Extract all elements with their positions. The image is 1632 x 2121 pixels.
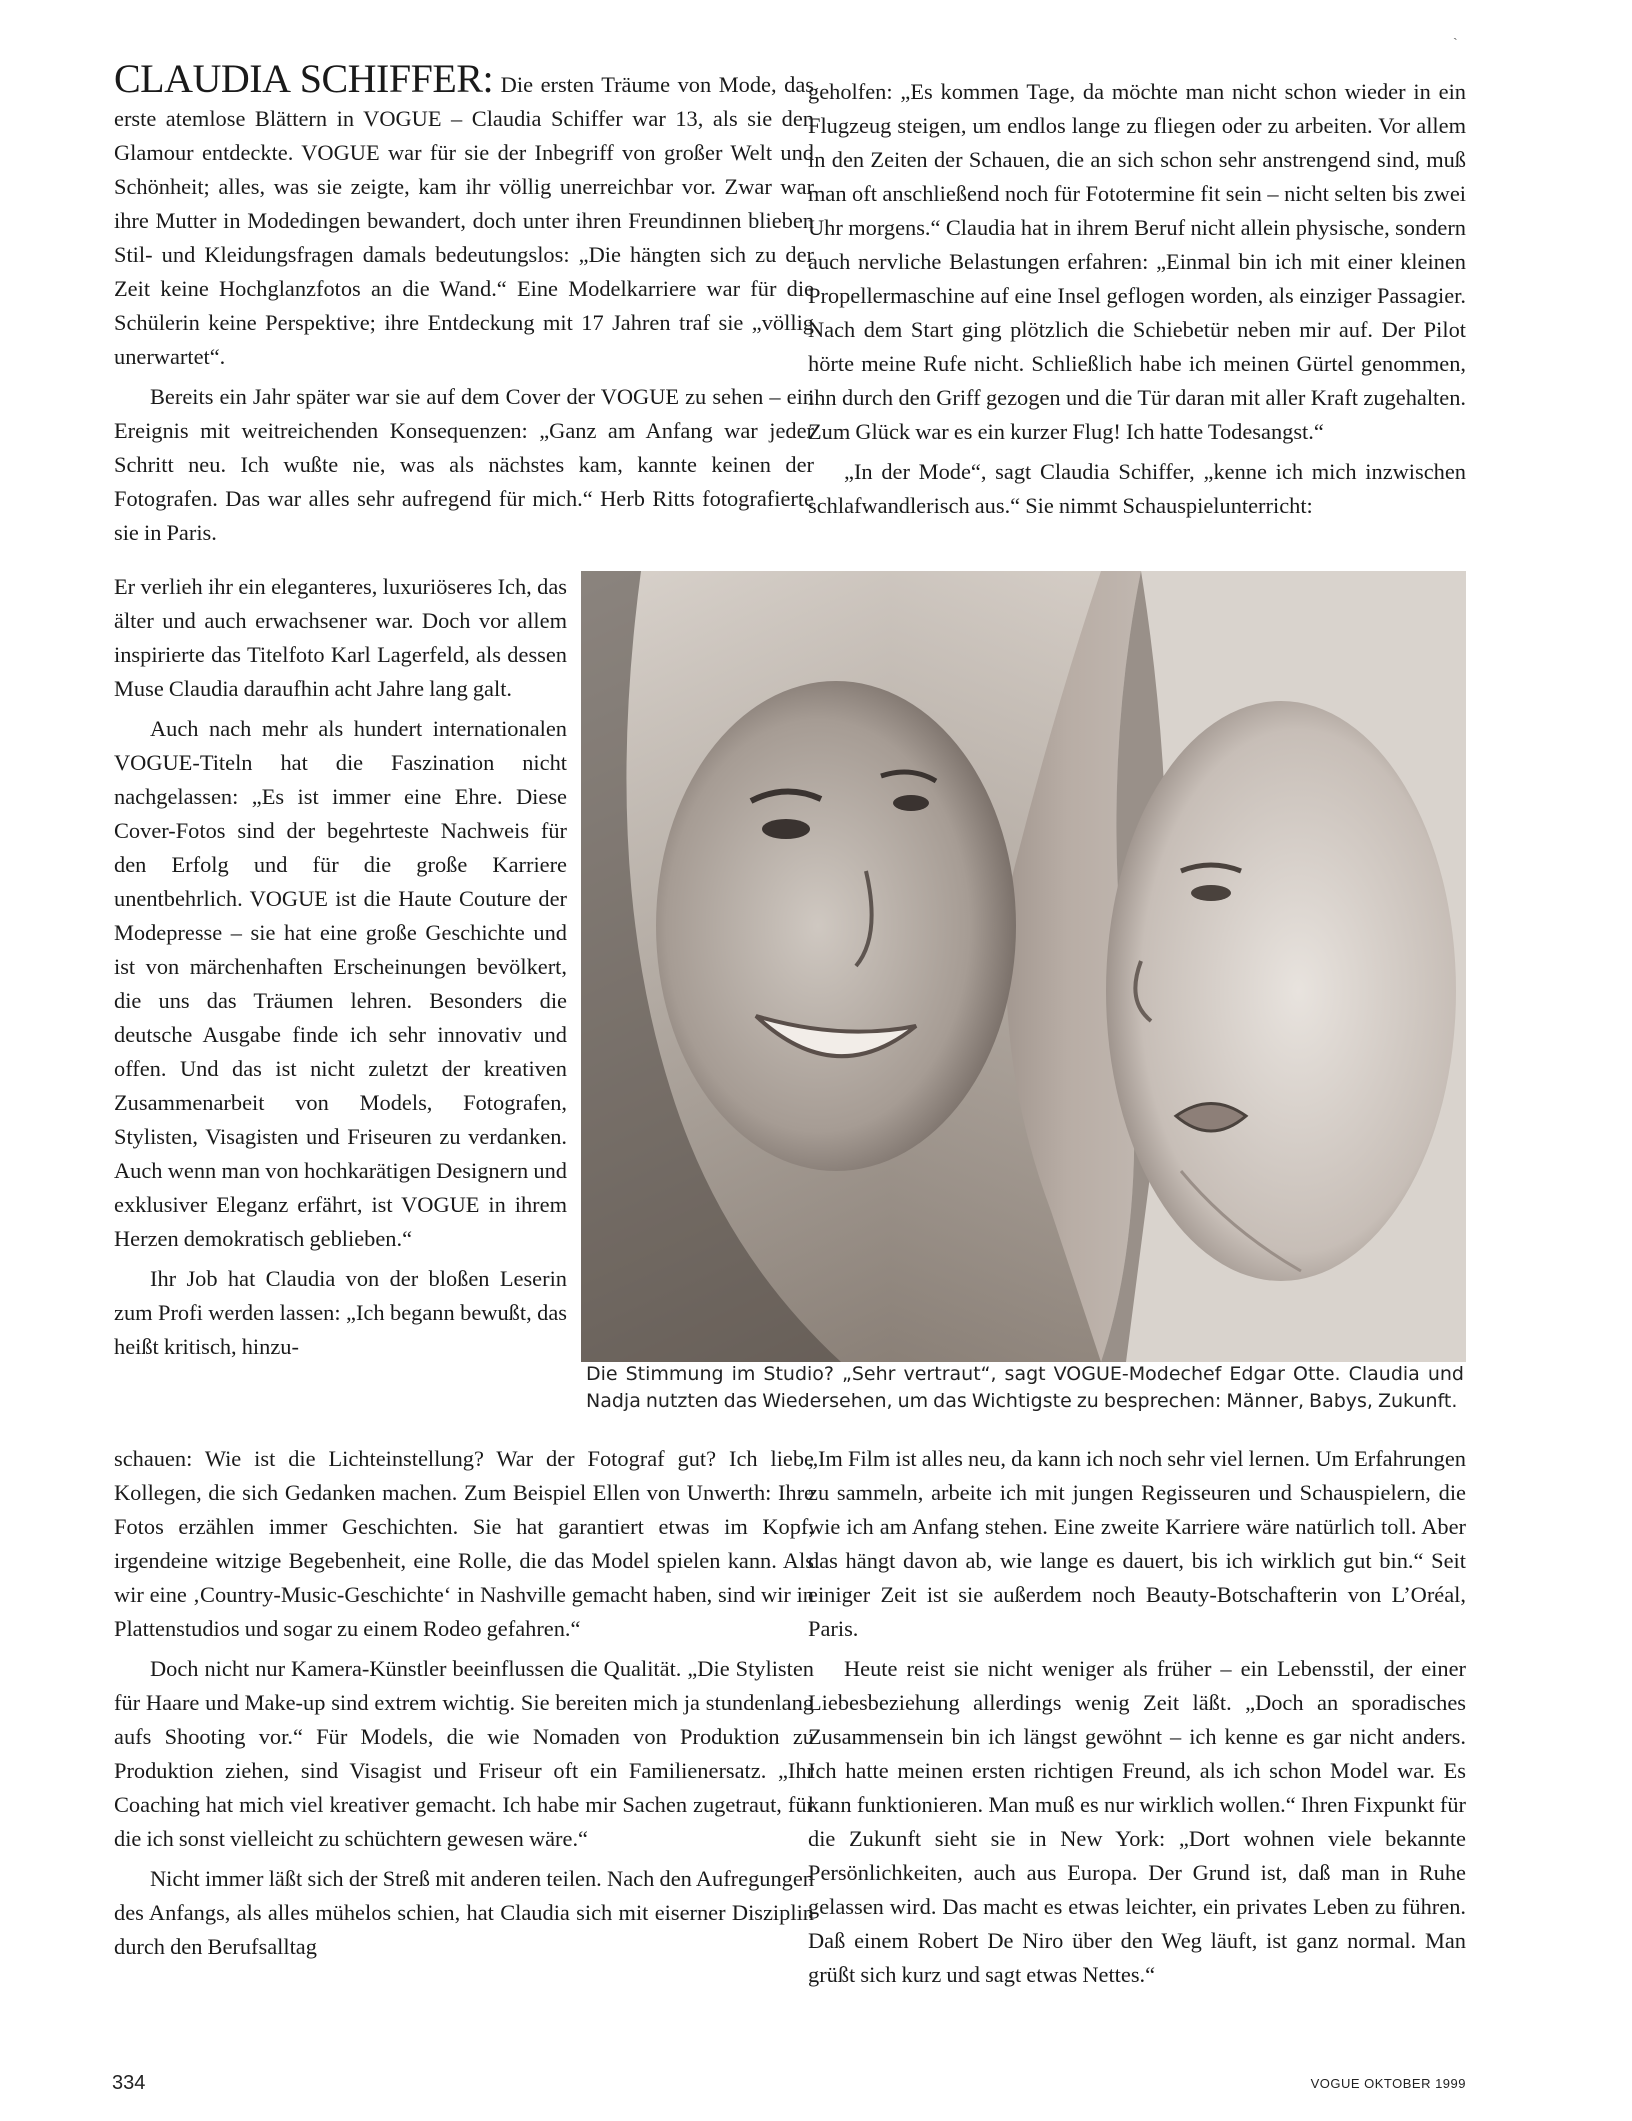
article-paragraph: Nicht immer läßt sich der Streß mit anderen teilen. Nach den Aufregungen des Anfangs, als alles mühelos schien, hat Claudia sich mit eiserner Disziplin durch den Berufsalltag (114, 1866, 814, 1959)
article-paragraph: CLAUDIA SCHIFFER: Die ersten Träume von Mode, das erste atemlose Blättern in VOGUE – Claudia Schiffer war 13, als sie den Glamour entdeckte. VOGUE war für sie der Inbegriff von großer Welt und Schönheit; alles, was sie zeigte, kam ihr völlig unerreichbar vor. Zwar war ihre Mutter in Modedingen bewandert, doch unter ihren Freundinnen blieben Stil- und Kleidungsfragen damals bedeutungslos: „Die hängten sich zu der Zeit keine Hochglanzfotos an die Wand.“ Eine Modelkarriere war für die Schülerin keine Perspektive; ihre Entdeckung mit 17 Jahren traf sie „völlig unerwartet“. (114, 56, 815, 369)
article-column-bottom-right (808, 1442, 1466, 1992)
article-column-mid-left (114, 570, 567, 1364)
photo-caption: Die Stimmung im Studio? „Sehr vertraut“, sagt VOGUE-Modechef Edgar Otte. Claudia und Nadja nutzten das Wiedersehen, um das Wichtigste zu besprechen: Männer, Babys, Zukunft. (586, 1363, 1464, 1412)
article-paragraph: Heute reist sie nicht weniger als früher – ein Lebensstil, der einer Liebesbeziehung allerdings wenig Zeit läßt. „Doch an sporadisches Zusammensein bin ich längst gewöhnt – ich kenne es gar nicht anders. Ich hatte meinen ersten richtigen Freund, als ich schon Model war. Es kann funktionieren. Man muß es nur wirklich wollen.“ Ihren Fixpunkt für die Zukunft sieht sie in New York: „Dort wohnen viele bekannte Persönlichkeiten, auch aus Europa. Der Grund ist, daß man in Ruhe gelassen wird. Das macht es etwas leichter, ein privates Leben zu führen. Daß einem Robert De Niro über den Weg läuft, ist ganz normal. Man grüßt sich kurz und sagt etwas Nettes.“ (808, 1656, 1466, 1987)
article-column-bottom-left (114, 1442, 814, 1964)
page-number: 334 (112, 2072, 146, 2094)
article-paragraph: Er verlieh ihr ein eleganteres, luxuriöseres Ich, das älter und auch erwachsener war. Doch vor allem inspirierte das Titelfoto Karl Lagerfeld, als dessen Muse Claudia daraufhin acht Jahre lang galt. (114, 574, 567, 701)
article-paragraph: Bereits ein Jahr später war sie auf dem Cover der VOGUE zu sehen – ein Ereignis mit weitreichenden Konsequenzen: „Ganz am Anfang war jeder Schritt neu. Ich wußte nie, was als nächstes kam, kannte keinen der Fotografen. Das war alles sehr aufregend für mich.“ Herb Ritts fotografierte sie in Paris. (114, 384, 814, 545)
article-paragraph: „In der Mode“, sagt Claudia Schiffer, „kenne ich mich inzwischen schlafwandlerisch aus.“ Sie nimmt Schauspielunterricht: (808, 459, 1466, 518)
article-column-top-left (114, 56, 815, 550)
portrait-photo (581, 571, 1466, 1362)
corner-mark: ˎ (1453, 26, 1458, 41)
article-paragraph: Doch nicht nur Kamera-Künstler beeinflussen die Qualität. „Die Stylisten für Haare und Make-up sind extrem wichtig. Sie bereiten mich ja stundenlang aufs Shooting vor.“ Für Models, die wie Nomaden von Produktion zu Produktion ziehen, sind Visagist und Friseur oft ein Familienersatz. „Ihr Coaching hat mich viel kreativer gemacht. Ich habe mir Sachen zugetraut, für die ich sonst vielleicht zu schüchtern gewesen wäre.“ (114, 1656, 814, 1851)
article-column-top-right (808, 75, 1466, 523)
article-paragraph: Auch nach mehr als hundert internationalen VOGUE-Titeln hat die Faszination nicht nachgelassen: „Es ist immer eine Ehre. Diese Cover-Fotos sind der begehrteste Nachweis für den Erfolg und für die große Karriere unentbehrlich. VOGUE ist die Haute Couture der Modepresse – sie hat eine große Geschichte und ist von märchenhaften Erscheinungen bevölkert, die uns das Träumen lehren. Besonders die deutsche Ausgabe finde ich sehr innovativ und offen. Und das ist nicht zuletzt der kreativen Zusammenarbeit von Models, Fotografen, Stylisten, Visagisten und Friseuren zu verdanken. Auch wenn man von hochkarätigen Designern und exklusiver Eleganz erfährt, ist VOGUE in ihrem Herzen demokratisch geblieben.“ (114, 716, 567, 1251)
issue-label: VOGUE OKTOBER 1999 (1310, 2076, 1466, 2091)
article-paragraph: Ihr Job hat Claudia von der bloßen Leserin zum Profi werden lassen: „Ich begann bewußt, das heißt kritisch, hinzu- (114, 1266, 567, 1359)
article-kicker: CLAUDIA SCHIFFER: (114, 56, 494, 101)
article-paragraph: geholfen: „Es kommen Tage, da möchte man nicht schon wieder in ein Flugzeug steigen, um endlos lange zu fliegen oder zu arbeiten. Vor allem in den Zeiten der Schauen, die an sich schon sehr anstrengend sind, muß man oft anschließend noch für Fototermine fit sein – nicht selten bis zwei Uhr morgens.“ Claudia hat in ihrem Beruf nicht allein physische, sondern auch nervliche Belastungen erfahren: „Einmal bin ich mit einer kleinen Propellermaschine auf eine Insel geflogen worden, als einziger Passagier. Nach dem Start ging plötzlich die Schiebetür neben mir auf. Der Pilot hörte meine Rufe nicht. Schließlich habe ich meinen Gürtel genommen, ihn durch den Griff gezogen und die Tür daran mit aller Kraft zugehalten. Zum Glück war es ein kurzer Flug! Ich hatte Todesangst.“ (808, 79, 1466, 444)
portrait-photo-illustration (581, 571, 1466, 1362)
article-paragraph: „Im Film ist alles neu, da kann ich noch sehr viel lernen. Um Erfahrungen zu sammeln, arbeite ich mit jungen Regisseuren und Schauspielern, die wie ich am Anfang stehen. Eine zweite Karriere wäre natürlich toll. Aber das hängt davon ab, wie lange es dauert, bis ich wirklich gut bin.“ Seit einiger Zeit ist sie außerdem noch Beauty-Botschafterin von L’Oréal, Paris. (808, 1446, 1466, 1641)
article-paragraph: schauen: Wie ist die Lichteinstellung? War der Fotograf gut? Ich liebe Kollegen, die sich Gedanken machen. Zum Beispiel Ellen von Unwerth: Ihre Fotos erzählen immer Geschichten. Sie hat garantiert etwas im Kopf, irgendeine witzige Begebenheit, eine Rolle, die das Model spielen kann. Als wir eine ‚Country-Music-Geschichte‘ in Nashville gemacht haben, sind wir in Plattenstudios und sogar zu einem Rodeo gefahren.“ (114, 1446, 814, 1641)
